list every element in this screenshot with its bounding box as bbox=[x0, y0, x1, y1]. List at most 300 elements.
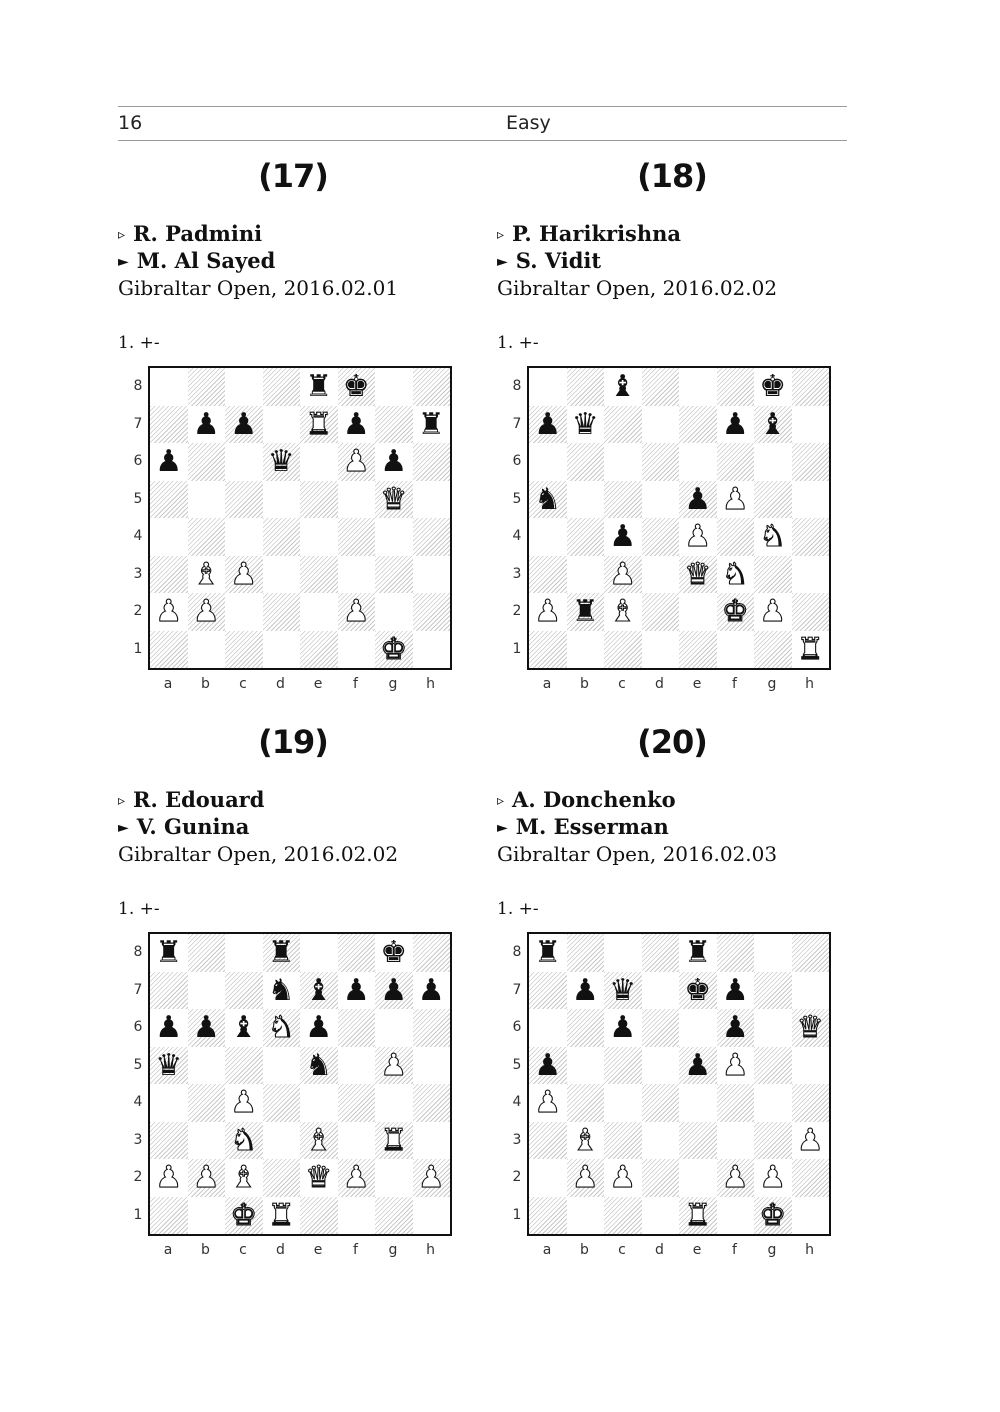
square-a1 bbox=[529, 1197, 567, 1235]
square-b4 bbox=[188, 518, 226, 556]
square-c1 bbox=[604, 1197, 642, 1235]
file-label: f bbox=[353, 1242, 358, 1258]
rank-label: 3 bbox=[133, 1131, 143, 1148]
black-pawn-icon: ♟ bbox=[721, 972, 749, 1008]
black-rook-icon: ♜ bbox=[534, 935, 562, 970]
black-pawn-icon: ♟ bbox=[684, 481, 712, 517]
square-f3 bbox=[717, 1122, 755, 1160]
square-h3 bbox=[413, 556, 451, 594]
puzzle-number: (18) bbox=[637, 157, 707, 195]
square-h6 bbox=[413, 1009, 451, 1047]
black-player-name: M. Al Sayed bbox=[136, 248, 276, 273]
black-pawn-icon: ♟ bbox=[155, 1010, 183, 1045]
square-d5 bbox=[263, 1047, 301, 1085]
file-label: g bbox=[388, 1242, 398, 1258]
white-king-icon: ♚ bbox=[759, 1197, 787, 1233]
square-e3 bbox=[679, 1122, 717, 1160]
rank-label: 2 bbox=[133, 603, 143, 619]
square-c7 bbox=[225, 972, 263, 1010]
rank-label: 2 bbox=[512, 603, 522, 619]
file-label: h bbox=[805, 676, 814, 692]
square-f1 bbox=[717, 631, 755, 669]
square-a1 bbox=[150, 1197, 188, 1235]
square-b6 bbox=[567, 443, 605, 481]
square-c6 bbox=[225, 443, 263, 481]
file-label: h bbox=[426, 1242, 435, 1258]
event-line: Gibraltar Open, 2016.02.02 bbox=[497, 276, 778, 300]
black-pawn-icon: ♟ bbox=[534, 1047, 562, 1083]
file-label: a bbox=[542, 676, 552, 692]
square-f8 bbox=[338, 934, 376, 972]
event-line: Gibraltar Open, 2016.02.01 bbox=[118, 276, 399, 300]
square-c2 bbox=[225, 593, 263, 631]
header-bottom-rule bbox=[118, 140, 847, 141]
square-d6 bbox=[642, 443, 680, 481]
square-d3 bbox=[263, 556, 301, 594]
file-label: c bbox=[239, 676, 247, 692]
black-pawn-icon: ♟ bbox=[192, 406, 220, 442]
puzzle-19 bbox=[118, 723, 458, 1268]
black-rook-icon: ♜ bbox=[417, 406, 445, 442]
black-bishop-icon: ♝ bbox=[230, 1010, 258, 1045]
square-d8 bbox=[642, 934, 680, 972]
task-line: 1. +- bbox=[118, 899, 160, 919]
square-f5 bbox=[338, 481, 376, 519]
event-line: Gibraltar Open, 2016.02.03 bbox=[497, 842, 778, 866]
black-pawn-icon: ♟ bbox=[342, 972, 370, 1008]
square-h5 bbox=[792, 1047, 830, 1085]
black-pawn-icon: ♟ bbox=[534, 406, 562, 442]
task-line: 1. +- bbox=[118, 333, 160, 353]
black-king-icon: ♚ bbox=[759, 369, 787, 404]
black-bishop-icon: ♝ bbox=[759, 406, 787, 442]
square-b8 bbox=[567, 934, 605, 972]
square-a6 bbox=[529, 1009, 567, 1047]
black-marker: ► bbox=[497, 254, 508, 270]
white-player bbox=[118, 787, 264, 812]
file-label: a bbox=[163, 676, 173, 692]
rank-label: 1 bbox=[512, 1206, 522, 1223]
white-to-move-marker: ▹ bbox=[118, 227, 126, 243]
square-g2 bbox=[375, 593, 413, 631]
file-label: f bbox=[732, 676, 737, 692]
square-d8 bbox=[263, 368, 301, 406]
square-f8 bbox=[717, 368, 755, 406]
black-queen-icon: ♛ bbox=[571, 406, 599, 442]
white-knight-icon: ♞ bbox=[230, 1122, 258, 1158]
chess-board bbox=[148, 932, 452, 1236]
rank-label: 5 bbox=[133, 1056, 143, 1073]
file-label: b bbox=[201, 676, 210, 692]
white-rook-icon: ♜ bbox=[380, 1122, 408, 1158]
square-c1 bbox=[225, 631, 263, 669]
black-king-icon: ♚ bbox=[684, 972, 712, 1008]
square-d7 bbox=[642, 406, 680, 444]
square-b4 bbox=[188, 1084, 226, 1122]
square-g1 bbox=[375, 1197, 413, 1235]
square-a1 bbox=[529, 631, 567, 669]
square-g7 bbox=[375, 406, 413, 444]
square-e1 bbox=[300, 631, 338, 669]
black-queen-icon: ♛ bbox=[155, 1047, 183, 1083]
white-pawn-icon: ♟ bbox=[721, 1047, 749, 1083]
square-b5 bbox=[188, 481, 226, 519]
white-pawn-icon: ♟ bbox=[721, 1160, 749, 1195]
square-e5 bbox=[300, 481, 338, 519]
square-f8 bbox=[717, 934, 755, 972]
square-e2 bbox=[300, 593, 338, 631]
square-b6 bbox=[567, 1009, 605, 1047]
square-e2 bbox=[679, 593, 717, 631]
square-g6 bbox=[754, 443, 792, 481]
square-d3 bbox=[642, 1122, 680, 1160]
white-queen-icon: ♛ bbox=[684, 556, 712, 592]
square-e8 bbox=[300, 934, 338, 972]
rank-label: 6 bbox=[133, 453, 143, 469]
square-c5 bbox=[604, 1047, 642, 1085]
square-g7 bbox=[754, 972, 792, 1010]
square-d5 bbox=[642, 1047, 680, 1085]
square-g3 bbox=[754, 1122, 792, 1160]
white-pawn-icon: ♟ bbox=[230, 556, 258, 592]
black-pawn-icon: ♟ bbox=[380, 444, 408, 479]
square-b1 bbox=[567, 631, 605, 669]
white-player bbox=[118, 221, 262, 246]
square-d4 bbox=[263, 518, 301, 556]
white-pawn-icon: ♟ bbox=[571, 1160, 599, 1195]
square-e6 bbox=[679, 443, 717, 481]
square-e4 bbox=[300, 1084, 338, 1122]
square-b3 bbox=[567, 556, 605, 594]
file-label: d bbox=[276, 676, 285, 692]
file-label: b bbox=[580, 1242, 589, 1258]
square-a3 bbox=[529, 1122, 567, 1160]
black-player-name: V. Gunina bbox=[136, 814, 250, 839]
white-rook-icon: ♜ bbox=[684, 1197, 712, 1233]
rank-label: 3 bbox=[512, 565, 522, 582]
white-player-name: P. Harikrishna bbox=[512, 221, 682, 246]
square-h1 bbox=[413, 631, 451, 669]
white-rook-icon: ♜ bbox=[796, 631, 824, 667]
black-pawn-icon: ♟ bbox=[305, 1010, 333, 1045]
square-a2 bbox=[529, 1159, 567, 1197]
square-a7 bbox=[150, 406, 188, 444]
white-pawn-icon: ♟ bbox=[342, 594, 370, 629]
square-g3 bbox=[375, 556, 413, 594]
file-label: f bbox=[353, 676, 358, 692]
white-knight-icon: ♞ bbox=[721, 556, 749, 592]
square-d4 bbox=[642, 1084, 680, 1122]
black-king-icon: ♚ bbox=[380, 935, 408, 970]
rank-label: 8 bbox=[133, 378, 143, 394]
square-g5 bbox=[754, 481, 792, 519]
square-h8 bbox=[792, 934, 830, 972]
square-f6 bbox=[338, 1009, 376, 1047]
square-b4 bbox=[567, 1084, 605, 1122]
square-f1 bbox=[338, 1197, 376, 1235]
square-d2 bbox=[263, 593, 301, 631]
white-to-move-marker: ▹ bbox=[497, 227, 505, 243]
square-g2 bbox=[375, 1159, 413, 1197]
square-d6 bbox=[642, 1009, 680, 1047]
square-h5 bbox=[413, 1047, 451, 1085]
page-number: 16 bbox=[118, 112, 143, 134]
file-label: g bbox=[388, 676, 398, 692]
square-d3 bbox=[642, 556, 680, 594]
square-d1 bbox=[642, 631, 680, 669]
square-h4 bbox=[792, 1084, 830, 1122]
square-d8 bbox=[642, 368, 680, 406]
rank-label: 6 bbox=[512, 1019, 522, 1035]
white-queen-icon: ♛ bbox=[796, 1010, 824, 1045]
square-h8 bbox=[413, 934, 451, 972]
black-queen-icon: ♛ bbox=[267, 444, 295, 479]
square-a3 bbox=[529, 556, 567, 594]
black-marker: ► bbox=[497, 820, 508, 836]
rank-label: 1 bbox=[133, 1206, 143, 1223]
square-c4 bbox=[604, 1084, 642, 1122]
white-pawn-icon: ♟ bbox=[534, 594, 562, 629]
square-f1 bbox=[338, 631, 376, 669]
square-a6 bbox=[529, 443, 567, 481]
event-line: Gibraltar Open, 2016.02.02 bbox=[118, 842, 399, 866]
rank-label: 3 bbox=[133, 565, 143, 582]
square-c8 bbox=[604, 934, 642, 972]
square-b5 bbox=[567, 481, 605, 519]
black-pawn-icon: ♟ bbox=[721, 406, 749, 442]
white-player-name: R. Edouard bbox=[133, 787, 265, 812]
white-pawn-icon: ♟ bbox=[192, 594, 220, 629]
white-pawn-icon: ♟ bbox=[417, 1160, 445, 1195]
square-b1 bbox=[188, 1197, 226, 1235]
square-b3 bbox=[188, 1122, 226, 1160]
black-rook-icon: ♜ bbox=[684, 935, 712, 970]
square-d1 bbox=[263, 631, 301, 669]
square-e7 bbox=[679, 406, 717, 444]
square-c3 bbox=[604, 1122, 642, 1160]
square-g8 bbox=[375, 368, 413, 406]
square-h5 bbox=[792, 481, 830, 519]
square-h4 bbox=[413, 518, 451, 556]
black-rook-icon: ♜ bbox=[571, 594, 599, 629]
black-player bbox=[497, 248, 601, 273]
square-g8 bbox=[754, 934, 792, 972]
square-f4 bbox=[338, 1084, 376, 1122]
square-e1 bbox=[679, 631, 717, 669]
square-d4 bbox=[263, 1084, 301, 1122]
black-king-icon: ♚ bbox=[342, 369, 370, 404]
square-a7 bbox=[529, 972, 567, 1010]
square-d7 bbox=[642, 972, 680, 1010]
square-e4 bbox=[300, 518, 338, 556]
black-pawn-icon: ♟ bbox=[342, 406, 370, 442]
section-title: Easy bbox=[506, 112, 551, 134]
chess-board bbox=[527, 932, 831, 1236]
square-c5 bbox=[225, 481, 263, 519]
file-label: a bbox=[163, 1242, 173, 1258]
black-knight-icon: ♞ bbox=[267, 972, 295, 1008]
white-pawn-icon: ♟ bbox=[609, 556, 637, 592]
square-g4 bbox=[375, 518, 413, 556]
square-a4 bbox=[529, 518, 567, 556]
square-d3 bbox=[263, 1122, 301, 1160]
puzzle-17 bbox=[118, 157, 458, 702]
rank-label: 4 bbox=[512, 1094, 522, 1110]
puzzle-number: (17) bbox=[258, 157, 328, 195]
white-pawn-icon: ♟ bbox=[342, 444, 370, 479]
white-pawn-icon: ♟ bbox=[380, 1047, 408, 1083]
square-b4 bbox=[567, 518, 605, 556]
white-bishop-icon: ♝ bbox=[230, 1160, 258, 1195]
puzzle-18 bbox=[497, 157, 837, 702]
black-player bbox=[497, 814, 669, 839]
black-pawn-icon: ♟ bbox=[571, 972, 599, 1008]
chess-board bbox=[148, 366, 452, 670]
square-b8 bbox=[567, 368, 605, 406]
square-h8 bbox=[792, 368, 830, 406]
file-label: d bbox=[276, 1242, 285, 1258]
square-f4 bbox=[717, 1084, 755, 1122]
square-c8 bbox=[225, 368, 263, 406]
white-bishop-icon: ♝ bbox=[609, 594, 637, 629]
square-e6 bbox=[300, 443, 338, 481]
rank-label: 5 bbox=[133, 490, 143, 507]
white-knight-icon: ♞ bbox=[267, 1010, 295, 1045]
white-pawn-icon: ♟ bbox=[230, 1085, 258, 1120]
square-b1 bbox=[567, 1197, 605, 1235]
rank-label: 7 bbox=[133, 981, 143, 998]
white-pawn-icon: ♟ bbox=[342, 1160, 370, 1195]
square-h2 bbox=[792, 1159, 830, 1197]
black-bishop-icon: ♝ bbox=[305, 972, 333, 1008]
rank-label: 6 bbox=[133, 1019, 143, 1035]
square-e4 bbox=[679, 1084, 717, 1122]
square-f5 bbox=[338, 1047, 376, 1085]
black-knight-icon: ♞ bbox=[534, 481, 562, 517]
square-e8 bbox=[679, 368, 717, 406]
black-pawn-icon: ♟ bbox=[380, 972, 408, 1008]
black-marker: ► bbox=[118, 254, 129, 270]
square-c7 bbox=[604, 406, 642, 444]
square-c5 bbox=[225, 1047, 263, 1085]
square-h1 bbox=[792, 1197, 830, 1235]
square-e6 bbox=[679, 1009, 717, 1047]
file-label: d bbox=[655, 676, 664, 692]
square-f3 bbox=[338, 556, 376, 594]
square-a7 bbox=[150, 972, 188, 1010]
white-player-name: R. Padmini bbox=[133, 221, 263, 246]
square-c1 bbox=[604, 631, 642, 669]
square-d1 bbox=[642, 1197, 680, 1235]
white-pawn-icon: ♟ bbox=[155, 1160, 183, 1195]
task-line: 1. +- bbox=[497, 899, 539, 919]
square-a4 bbox=[150, 1084, 188, 1122]
square-h3 bbox=[413, 1122, 451, 1160]
rank-label: 7 bbox=[133, 415, 143, 432]
square-d7 bbox=[263, 406, 301, 444]
black-pawn-icon: ♟ bbox=[684, 1047, 712, 1083]
file-label: h bbox=[805, 1242, 814, 1258]
square-d4 bbox=[642, 518, 680, 556]
square-a5 bbox=[150, 481, 188, 519]
square-h4 bbox=[792, 518, 830, 556]
square-h7 bbox=[792, 406, 830, 444]
square-b8 bbox=[188, 368, 226, 406]
white-player bbox=[497, 221, 681, 246]
white-king-icon: ♚ bbox=[380, 631, 408, 667]
white-player-name: A. Donchenko bbox=[512, 787, 676, 812]
rank-label: 4 bbox=[133, 528, 143, 544]
black-player-name: S. Vidit bbox=[515, 248, 602, 273]
black-rook-icon: ♜ bbox=[155, 935, 183, 970]
white-pawn-icon: ♟ bbox=[721, 481, 749, 517]
square-b5 bbox=[567, 1047, 605, 1085]
white-king-icon: ♚ bbox=[230, 1197, 258, 1233]
black-pawn-icon: ♟ bbox=[417, 972, 445, 1008]
black-rook-icon: ♜ bbox=[267, 935, 295, 970]
square-c4 bbox=[225, 518, 263, 556]
square-g4 bbox=[754, 1084, 792, 1122]
square-d5 bbox=[642, 481, 680, 519]
file-label: c bbox=[239, 1242, 247, 1258]
square-g6 bbox=[375, 1009, 413, 1047]
square-h1 bbox=[413, 1197, 451, 1235]
white-pawn-icon: ♟ bbox=[796, 1122, 824, 1158]
square-f4 bbox=[717, 518, 755, 556]
black-pawn-icon: ♟ bbox=[192, 1010, 220, 1045]
white-rook-icon: ♜ bbox=[305, 406, 333, 442]
white-pawn-icon: ♟ bbox=[684, 519, 712, 554]
white-pawn-icon: ♟ bbox=[759, 594, 787, 629]
black-queen-icon: ♛ bbox=[609, 972, 637, 1008]
white-player bbox=[497, 787, 676, 812]
file-label: a bbox=[542, 1242, 552, 1258]
file-label: e bbox=[313, 676, 323, 692]
file-label: b bbox=[201, 1242, 210, 1258]
black-player bbox=[118, 248, 275, 273]
white-bishop-icon: ♝ bbox=[305, 1122, 333, 1158]
rank-label: 8 bbox=[133, 944, 143, 960]
square-d2 bbox=[263, 1159, 301, 1197]
black-player bbox=[118, 814, 249, 839]
white-pawn-icon: ♟ bbox=[609, 1160, 637, 1195]
square-f1 bbox=[717, 1197, 755, 1235]
rank-label: 7 bbox=[512, 981, 522, 998]
square-h6 bbox=[792, 443, 830, 481]
square-b5 bbox=[188, 1047, 226, 1085]
square-b7 bbox=[188, 972, 226, 1010]
rank-label: 1 bbox=[133, 640, 143, 657]
square-h2 bbox=[792, 593, 830, 631]
black-pawn-icon: ♟ bbox=[609, 1010, 637, 1045]
puzzle-number: (20) bbox=[637, 723, 707, 761]
header-top-rule bbox=[118, 106, 847, 107]
chess-board bbox=[527, 366, 831, 670]
square-b6 bbox=[188, 443, 226, 481]
file-label: d bbox=[655, 1242, 664, 1258]
square-f6 bbox=[717, 443, 755, 481]
white-to-move-marker: ▹ bbox=[118, 793, 126, 809]
square-b1 bbox=[188, 631, 226, 669]
square-h8 bbox=[413, 368, 451, 406]
white-bishop-icon: ♝ bbox=[571, 1122, 599, 1158]
square-e2 bbox=[679, 1159, 717, 1197]
white-queen-icon: ♛ bbox=[380, 481, 408, 517]
file-label: h bbox=[426, 676, 435, 692]
rank-label: 4 bbox=[512, 528, 522, 544]
file-label: f bbox=[732, 1242, 737, 1258]
rank-label: 5 bbox=[512, 1056, 522, 1073]
